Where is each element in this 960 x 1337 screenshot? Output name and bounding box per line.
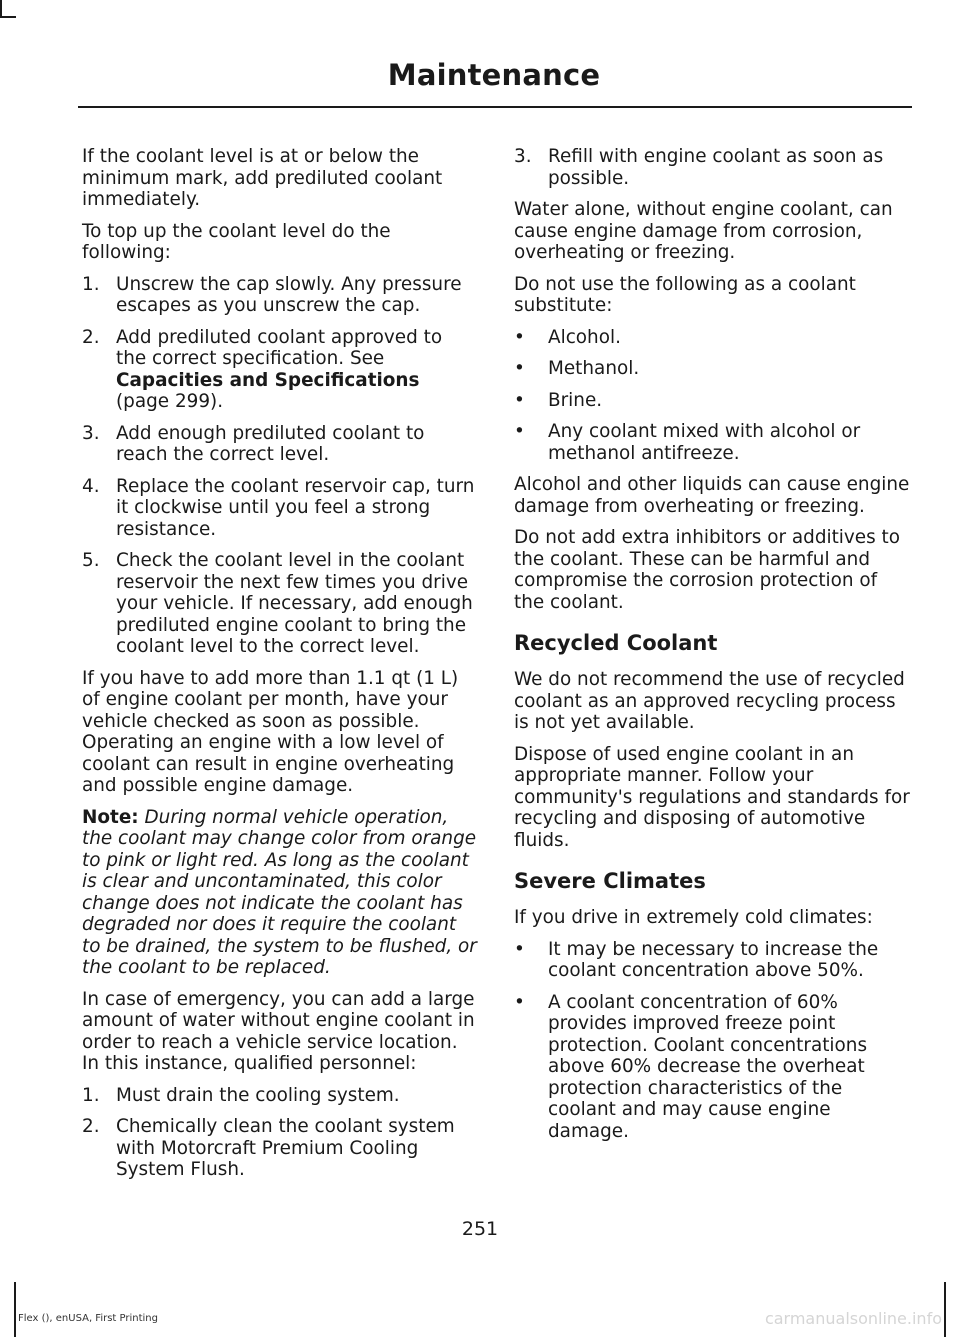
list-text: Brine. (548, 389, 603, 411)
list-number: 3. (514, 146, 532, 167)
bullet-icon: • (514, 421, 525, 442)
list-text: Replace the coolant reservoir cap, turn it clockwise until you feel a strong resistance. (116, 475, 475, 540)
list-text: Add enough prediluted coolant to reach the correct level. (116, 422, 425, 465)
page-title: Maintenance (387, 58, 601, 92)
numbered-list (82, 1085, 478, 1181)
list-text: It may be necessary to increase the coolant concentration above 50%. (548, 938, 879, 981)
bullet-list (514, 327, 912, 465)
paragraph: Alcohol and other liquids can cause engine damage from overheating or freezing. (514, 474, 910, 517)
list-item (514, 992, 912, 1143)
note (82, 807, 478, 979)
list-number: 1. (82, 1084, 100, 1106)
list-item (514, 146, 912, 189)
list-text: A coolant concentration of 60% provides improved freeze point protection. Coolant concentrations above 60% decrease the overheat protection characteristics of the coolant and may cause engine damage. (548, 991, 868, 1142)
numbered-list (514, 146, 912, 189)
paragraph: Do not add extra inhibitors or additives to the coolant. These can be harmful and compromise the corrosion protection of the coolant. (514, 527, 901, 613)
list-text: Must drain the cooling system. (116, 1084, 400, 1106)
right-column (514, 146, 912, 1152)
list-text: Unscrew the cap slowly. Any pressure escapes as you unscrew the cap. (116, 273, 462, 316)
list-item (82, 327, 478, 413)
list-number: 1. (82, 273, 100, 295)
list-number: 2. (82, 326, 100, 348)
footer-text: Flex (), enUSA, First Printing (18, 1313, 158, 1324)
paragraph: If you drive in extremely cold climates: (514, 907, 873, 928)
bullet-icon: • (514, 326, 525, 348)
numbered-list (82, 274, 478, 658)
list-item (82, 1085, 478, 1107)
section-heading-recycled-coolant: Recycled Coolant (514, 631, 718, 655)
bullet-icon: • (514, 938, 525, 960)
list-item (514, 390, 912, 412)
list-text: Any coolant mixed with alcohol or methanol antifreeze. (548, 421, 861, 464)
watermark: carmanualsonline.info (764, 1309, 942, 1328)
header-rule (78, 106, 912, 108)
left-column (82, 146, 478, 1191)
list-item (514, 358, 912, 380)
cross-reference-link[interactable]: Capacities and Specifications (116, 369, 420, 391)
bullet-icon: • (514, 389, 525, 411)
crop-mark-bottom-left (14, 1282, 16, 1337)
bullet-icon: • (514, 358, 525, 379)
list-item (514, 939, 912, 982)
paragraph: Water alone, without engine coolant, can cause engine damage from corrosion, overheating or freezing. (514, 199, 893, 263)
list-item (514, 327, 912, 349)
paragraph: We do not recommend the use of recycled coolant as an approved recycling process is not yet available. (514, 669, 905, 733)
paragraph: In case of emergency, you can add a large amount of water without engine coolant in order to reach a vehicle service location. In this instance, qualified personnel: (82, 988, 475, 1074)
bullet-icon: • (514, 991, 525, 1013)
list-text: Check the coolant level in the coolant reservoir the next few times you drive your vehicle. If necessary, add enough prediluted engine coolant to bring the coolant level to the correct level. (116, 550, 473, 657)
list-text: Refill with engine coolant as soon as possible. (548, 146, 884, 189)
crop-mark-bottom-right (944, 1282, 946, 1337)
list-number: 3. (82, 422, 100, 444)
section-heading-severe-climates: Severe Climates (514, 869, 706, 893)
list-number: 2. (82, 1116, 100, 1137)
list-item (82, 423, 478, 466)
list-number: 4. (82, 475, 100, 497)
list-text: Methanol. (548, 358, 640, 379)
list-item (514, 421, 912, 464)
paragraph: If you have to add more than 1.1 qt (1 L) of engine coolant per month, have your vehicle checked as soon as possible. Operating an engine with a low level of coolant can result in engine overheating and possible engine damage. (82, 667, 459, 796)
page-number: 251 (461, 1218, 499, 1240)
list-text: Alcohol. (548, 326, 621, 348)
paragraph: To top up the coolant level do the following: (82, 220, 391, 263)
list-number: 5. (82, 550, 100, 571)
note-text: During normal vehicle operation, the coolant may change color from orange to pink or light red. As long as the coolant is clear and uncontaminated, this color change does not indicate the coolant has degraded nor does it require the coolant to be drained, the system to be flushed, or the coolant to be replaced. (82, 806, 477, 978)
list-text: Chemically clean the coolant system with Motorcraft Premium Cooling System Flush. (116, 1116, 455, 1180)
list-item (82, 274, 478, 317)
note-label: Note: (82, 806, 139, 828)
list-item (82, 550, 478, 658)
crop-mark-top-left (0, 0, 2, 16)
list-text: Add prediluted coolant approved to the correct specification. See (116, 326, 443, 369)
bullet-list (514, 939, 912, 1143)
paragraph: If the coolant level is at or below the minimum mark, add prediluted coolant immediately. (82, 146, 443, 210)
list-text: (page 299). (116, 391, 224, 412)
paragraph: Do not use the following as a coolant substitute: (514, 273, 856, 316)
paragraph: Dispose of used engine coolant in an appropriate manner. Follow your community's regulations and standards for recycling and disposing of automotive fluids. (514, 743, 910, 851)
list-item (82, 476, 478, 541)
list-item (82, 1116, 478, 1181)
crop-mark-top-left-h (0, 16, 16, 18)
